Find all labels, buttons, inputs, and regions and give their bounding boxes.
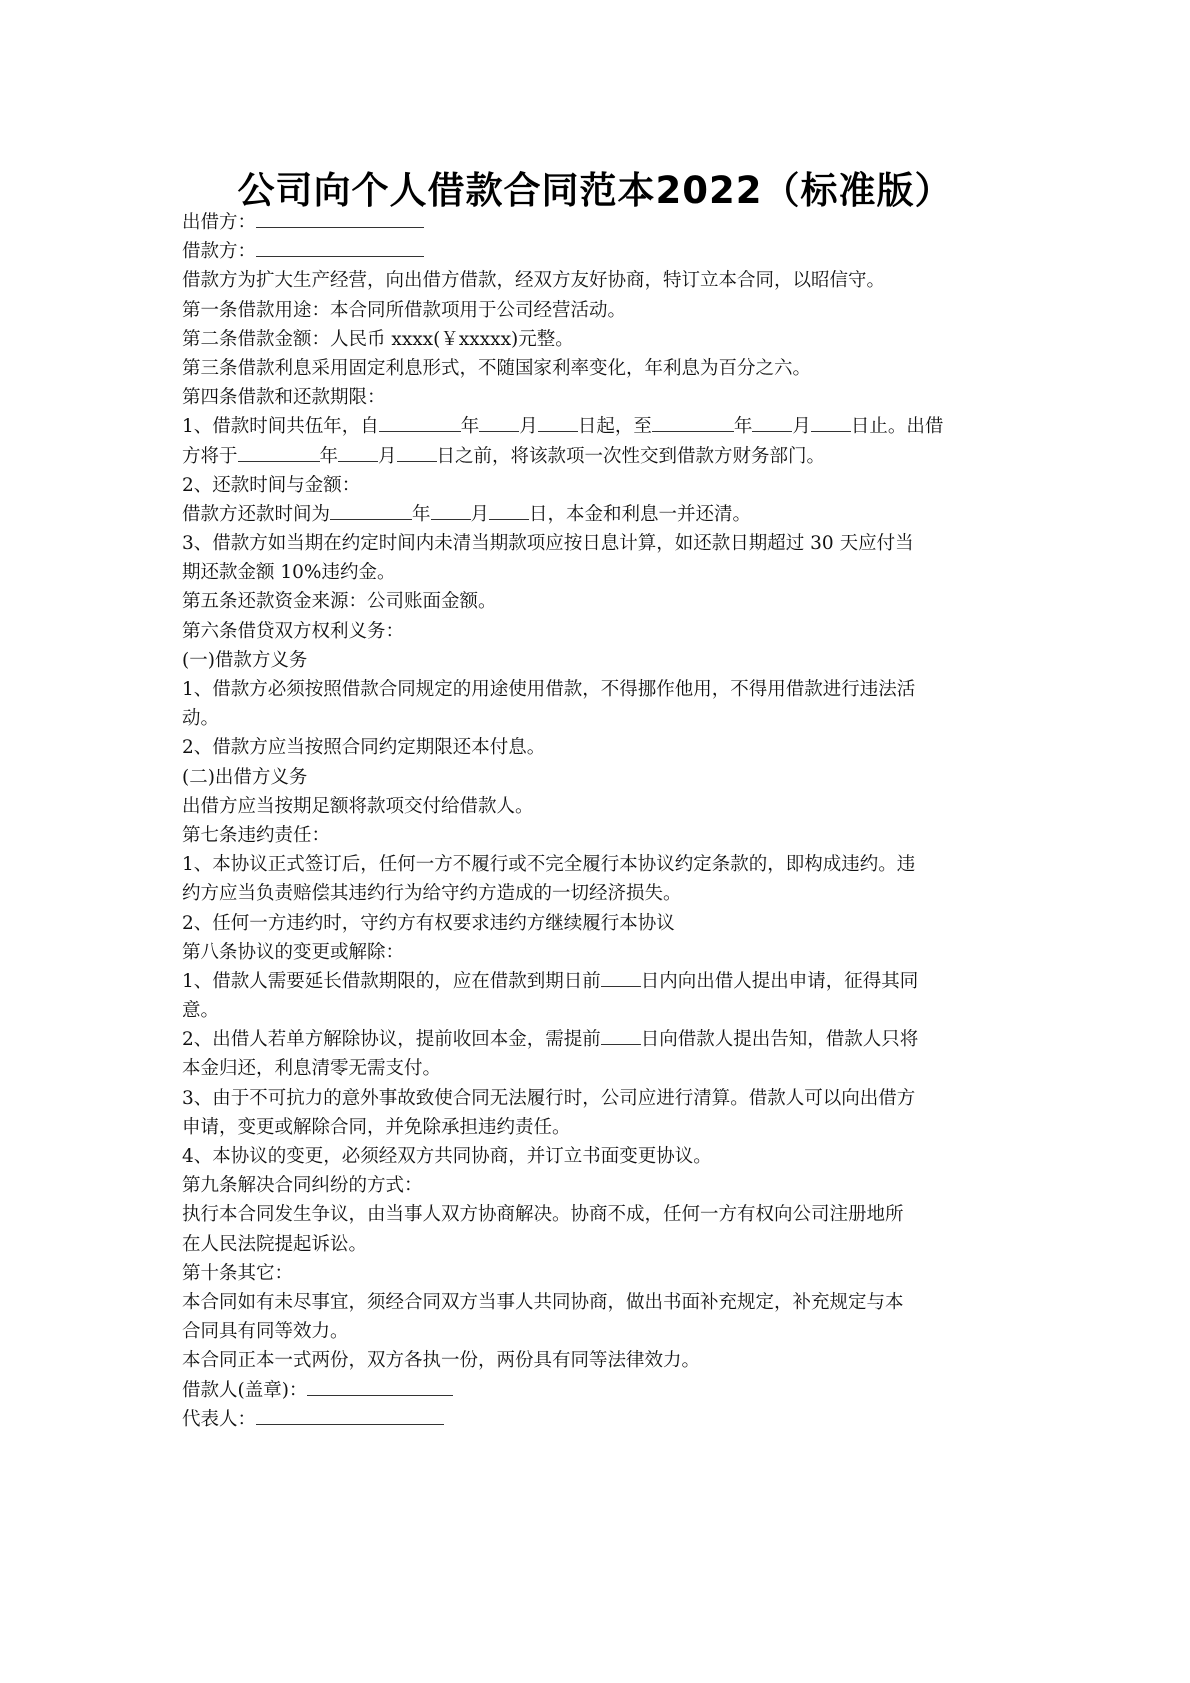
article-10-line-1: 本合同如有未尽事宜，须经合同双方当事人共同协商，做出书面补充规定，补充规定与本	[182, 1291, 904, 1313]
article-4-clause-3-line-2: 期还款金额 10%违约金。	[182, 562, 396, 584]
article-2: 第二条借款金额：人民币 xxxx(￥xxxxx)元整。	[182, 328, 574, 350]
article-8-clause-3-line-1: 3、由于不可抗力的意外事故致使合同无法履行时，公司应进行清算。借款人可以向出借方	[182, 1087, 916, 1109]
repay-year-blank[interactable]	[330, 500, 412, 520]
lender-label: 出借方：	[182, 212, 257, 233]
document-body	[182, 208, 1022, 1434]
article-6-title: 第六条借贷双方权利义务：	[182, 620, 405, 642]
start-month-blank[interactable]	[479, 412, 519, 432]
text-segment: 月	[519, 416, 538, 438]
text-segment: 日起，至	[577, 416, 652, 438]
article-4-clause-2	[182, 500, 1022, 529]
article-8-clause-4: 4、本协议的变更，必须经双方共同协商，并订立书面变更协议。	[182, 1146, 712, 1167]
borrower-seal-label: 借款人(盖章)：	[182, 1379, 308, 1401]
article-7-clause-1-line-2: 约方应当负责赔偿其违约行为给守约方造成的一切经济损失。	[182, 883, 682, 905]
text-segment: 日，本金和利息一并还清。	[529, 503, 752, 525]
article-1: 第一条借款用途：本合同所借款项用于公司经营活动。	[182, 299, 627, 321]
representative-label: 代表人：	[182, 1408, 257, 1430]
document-title: 公司向个人借款合同范本2022（标准版）	[237, 169, 953, 212]
text-segment: 年	[733, 416, 753, 438]
repay-day-blank[interactable]	[489, 500, 529, 520]
end-month-blank[interactable]	[752, 412, 792, 432]
text-segment: 月	[378, 445, 397, 467]
article-6-clause-3: 出借方应当按期足额将款项交付给借款人。	[182, 795, 534, 817]
borrower-seal-blank[interactable]	[307, 1376, 453, 1396]
borrower-blank[interactable]	[256, 237, 424, 257]
lender-line	[182, 208, 1022, 237]
transfer-year-blank[interactable]	[238, 442, 320, 462]
article-8-clause-1-line-2: 意。	[182, 1000, 220, 1022]
article-6-sub-1: (一)借款方义务	[182, 649, 308, 671]
representative-blank[interactable]	[256, 1405, 444, 1425]
start-day-blank[interactable]	[538, 412, 578, 432]
extension-days-blank[interactable]	[601, 967, 641, 987]
text-segment: 年	[460, 416, 480, 438]
article-5: 第五条还款资金来源：公司账面金额。	[182, 591, 497, 613]
transfer-month-blank[interactable]	[338, 442, 378, 462]
text-segment: 日向借款人提出告知，借款人只将	[640, 1029, 919, 1051]
lender-blank[interactable]	[256, 208, 424, 228]
text-segment: 借款方还款时间为	[182, 503, 331, 525]
article-10-line-3: 本合同正本一式两份，双方各执一份，两份具有同等法律效力。	[182, 1350, 701, 1372]
text-segment: 日内向出借人提出申请，征得其同	[640, 970, 919, 992]
article-6-clause-2: 2、借款方应当按照合同约定期限还本付息。	[182, 737, 546, 759]
article-4-clause-3-line-1: 3、借款方如当期在约定时间内未清当期款项应按日息计算，如还款日期超过 30 天应付当	[182, 533, 914, 555]
text-segment: 日之前，将该款项一次性交到借款方财务部门。	[436, 445, 826, 467]
repay-month-blank[interactable]	[431, 500, 471, 520]
article-7-title: 第七条违约责任：	[182, 824, 331, 846]
text-segment: 方将于	[182, 445, 238, 467]
article-4-clause-2-title: 2、还款时间与金额：	[182, 474, 361, 496]
article-8-title: 第八条协议的变更或解除：	[182, 941, 405, 963]
article-9-title: 第九条解决合同纠纷的方式：	[182, 1175, 423, 1197]
article-4-clause-1-line-2	[182, 442, 1022, 471]
article-10-line-2: 合同具有同等效力。	[182, 1321, 349, 1343]
text-segment: 年	[319, 445, 339, 467]
article-6-sub-2: (二)出借方义务	[182, 766, 308, 788]
borrower-seal-line	[182, 1376, 1022, 1405]
text-segment: 1、借款时间共伍年，自	[182, 416, 379, 438]
text-segment: 月	[792, 416, 811, 438]
article-4-title: 第四条借款和还款期限：	[182, 387, 386, 409]
text-segment: 年	[412, 503, 431, 525]
article-8-clause-3-line-2: 申请，变更或解除合同，并免除承担违约责任。	[182, 1116, 571, 1138]
article-6-clause-1-line-2: 动。	[182, 708, 220, 730]
article-9-line-1: 执行本合同发生争议，由当事人双方协商解决。协商不成，任何一方有权向公司注册地所	[182, 1204, 904, 1226]
article-4-clause-1-line-1	[182, 412, 1022, 441]
article-8-clause-2-line-2: 本金归还，利息清零无需支付。	[182, 1058, 442, 1080]
intro-paragraph: 借款方为扩大生产经营，向出借方借款，经双方友好协商，特订立本合同，以昭信守。	[182, 270, 886, 292]
end-day-blank[interactable]	[811, 412, 851, 432]
article-6-clause-1-line-1: 1、借款方必须按照借款合同规定的用途使用借款，不得挪作他用，不得用借款进行违法活	[182, 679, 916, 700]
article-10-title: 第十条其它：	[182, 1262, 294, 1284]
borrower-label: 借款方：	[182, 241, 257, 263]
text-segment: 日止。出借	[850, 416, 944, 438]
article-8-clause-2-line-1	[182, 1025, 1022, 1054]
text-segment: 月	[470, 503, 490, 525]
borrower-line	[182, 237, 1022, 266]
text-segment: 2、出借人若单方解除协议，提前收回本金，需提前	[182, 1029, 601, 1051]
notice-days-blank[interactable]	[601, 1025, 641, 1045]
article-7-clause-2: 2、任何一方违约时，守约方有权要求违约方继续履行本协议	[182, 912, 675, 934]
article-3: 第三条借款利息采用固定利息形式，不随国家利率变化，年利息为百分之六。	[182, 357, 812, 379]
start-year-blank[interactable]	[379, 412, 461, 432]
end-year-blank[interactable]	[652, 412, 734, 432]
representative-line	[182, 1405, 1022, 1434]
article-9-line-2: 在人民法院提起诉讼。	[182, 1233, 368, 1255]
text-segment: 1、借款人需要延长借款期限的，应在借款到期日前	[182, 970, 601, 992]
article-8-clause-1-line-1	[182, 967, 1022, 996]
article-7-clause-1-line-1: 1、本协议正式签订后，任何一方不履行或不完全履行本协议约定条款的，即构成违约。违	[182, 854, 916, 876]
transfer-day-blank[interactable]	[397, 442, 437, 462]
